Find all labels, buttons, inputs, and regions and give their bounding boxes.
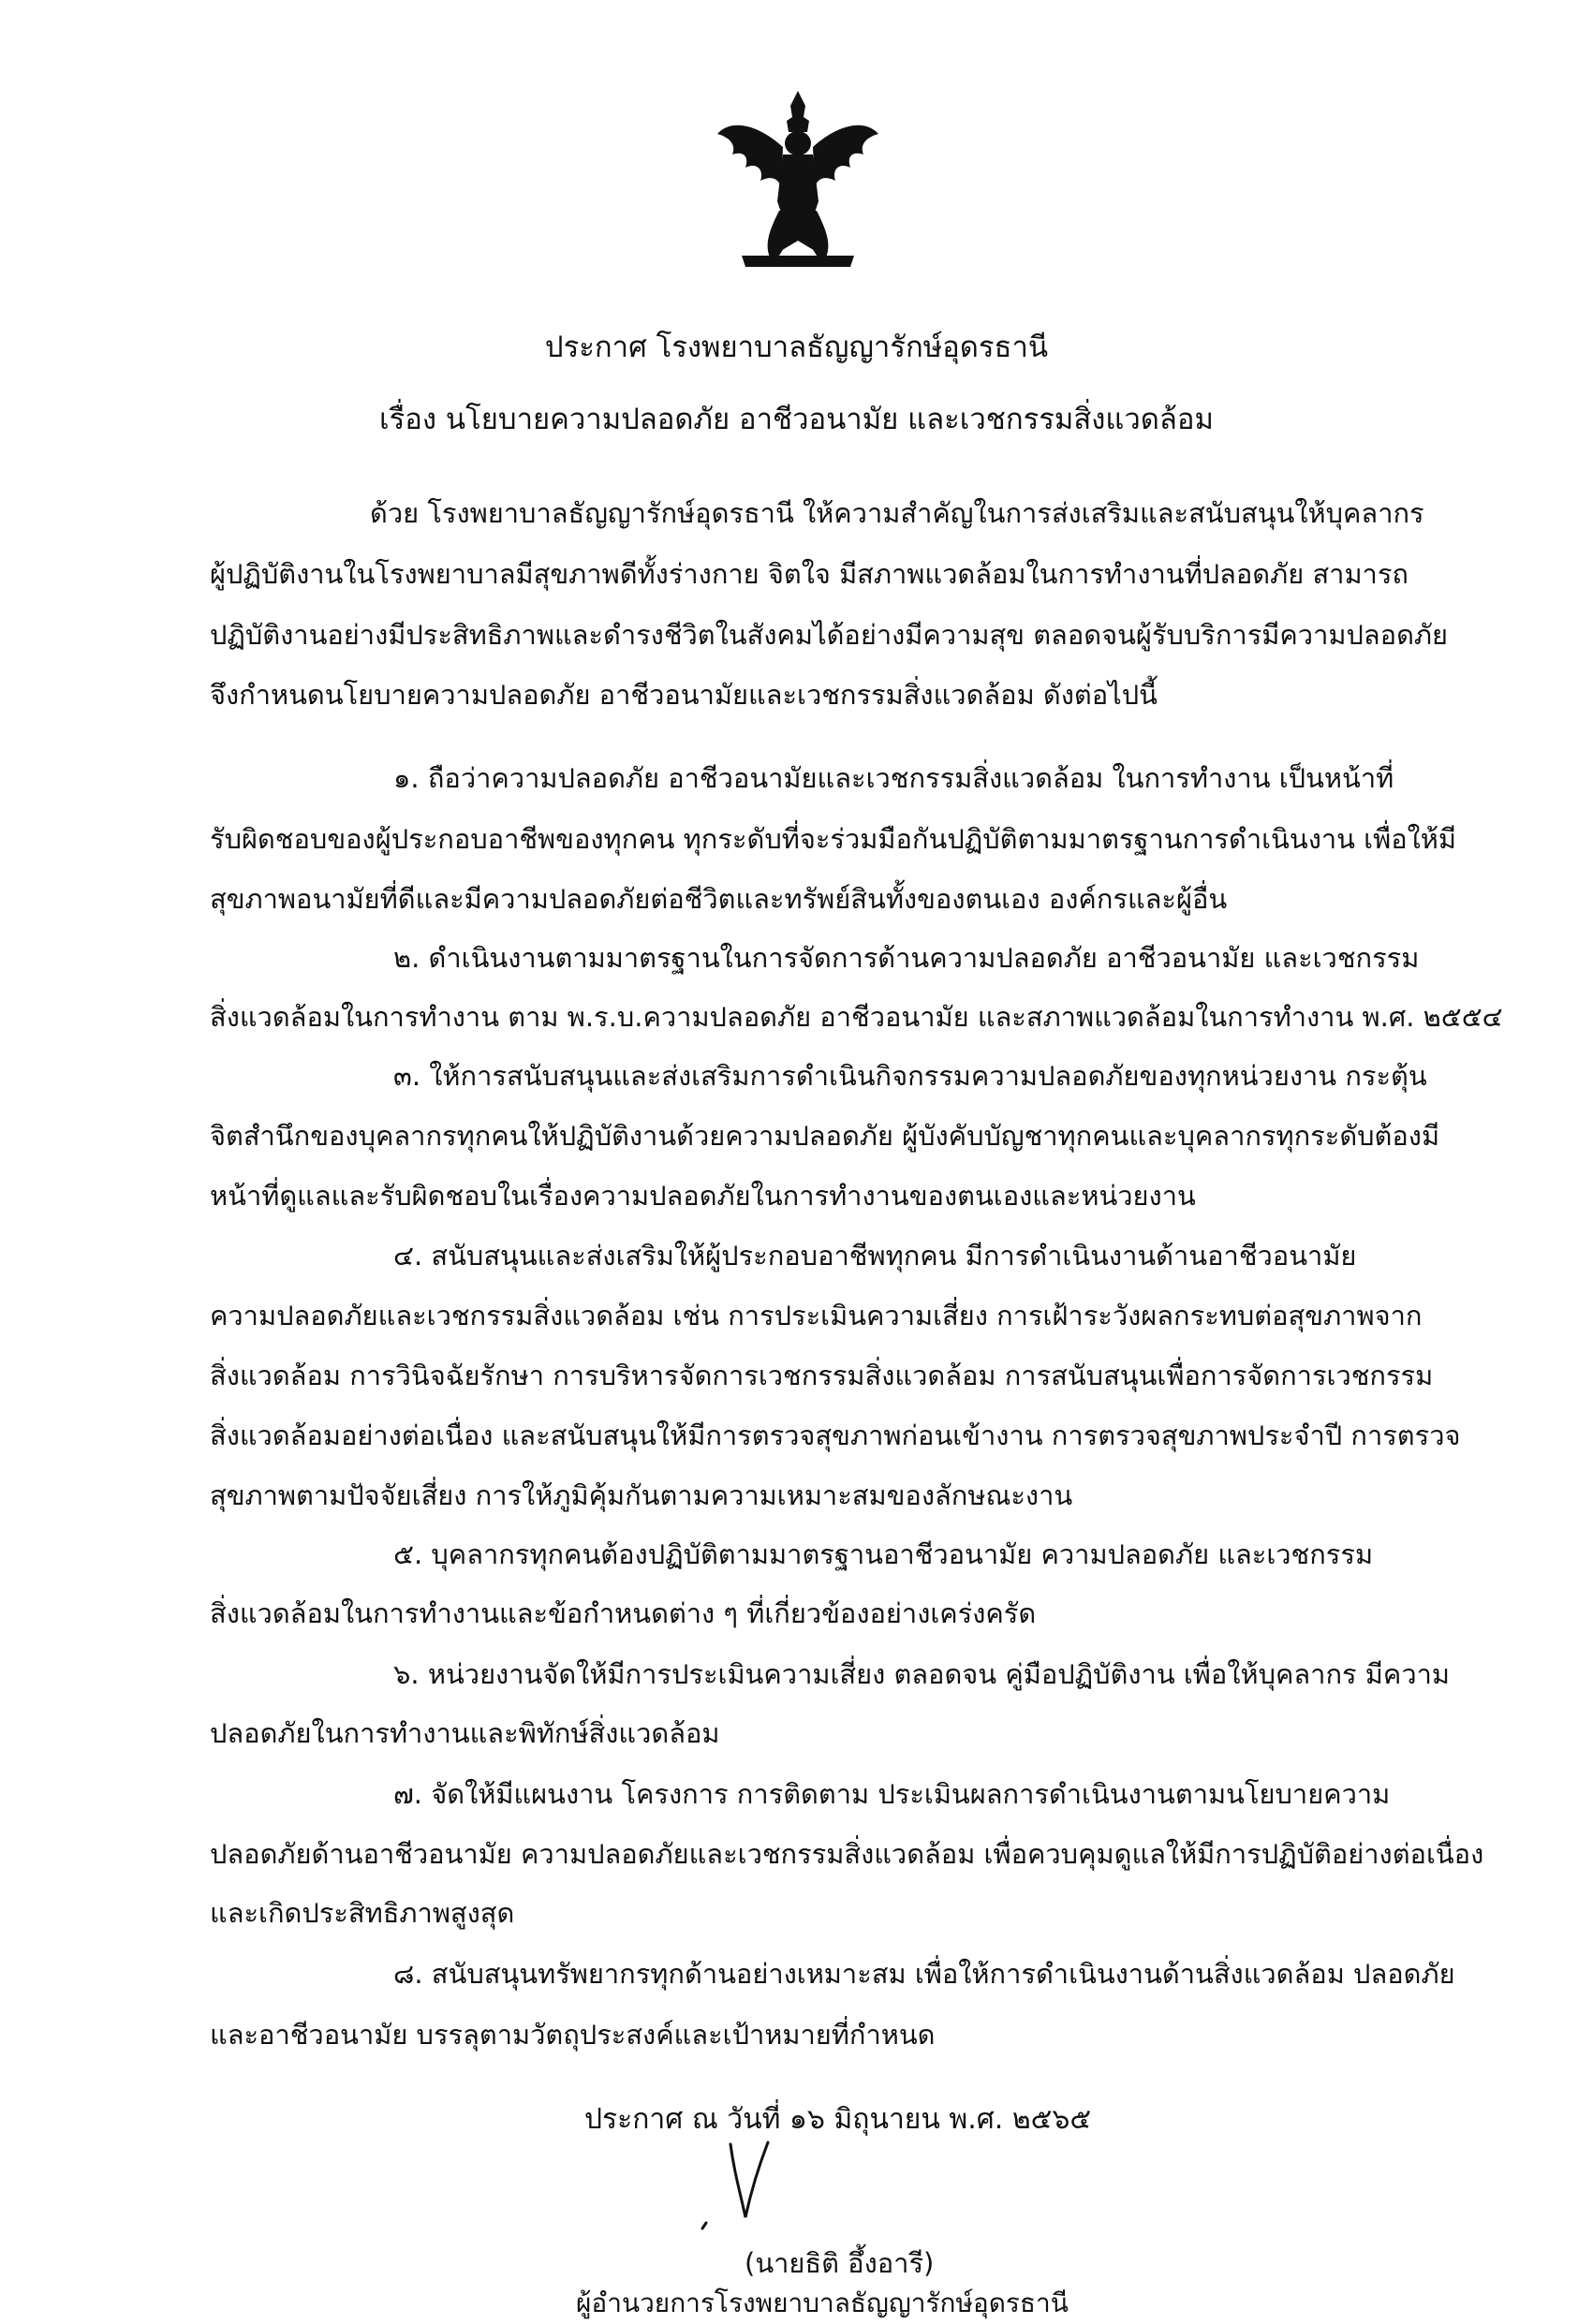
policy-item-6-line: ปลอดภัยในการทำงานและพิทักษ์สิ่งแวดล้อม	[210, 1717, 720, 1749]
policy-item-5-line: สิ่งแวดล้อมในการทำงานและข้อกำหนดต่าง ๆ ที่เกี่ยวข้องอย่างเคร่งครัด	[210, 1597, 1037, 1629]
intro-line: จึงกำหนดนโยบายความปลอดภัย อาชีวอนามัยและเวชกรรมสิ่งแวดล้อม ดังต่อไปนี้	[210, 679, 1158, 711]
signature-icon	[693, 2125, 796, 2238]
signer-title: ผู้อำนวยการโรงพยาบาลธัญญารักษ์อุดรธานี	[576, 2287, 1069, 2318]
policy-item-4-line: สิ่งแวดล้อมอย่างต่อเนื่อง และสนับสนุนให้มีการตรวจสุขภาพก่อนเข้างาน การตรวจสุขภาพประจำปี การตรวจ	[210, 1419, 1461, 1451]
policy-item-5-line: ๕. บุคลากรทุกคนต้องปฏิบัติตามมาตรฐานอาชีวอนามัย ความปลอดภัย และเวชกรรม	[393, 1538, 1374, 1570]
policy-item-7-line: ปลอดภัยด้านอาชีวอนามัย ความปลอดภัยและเวชกรรมสิ่งแวดล้อม เพื่อควบคุมดูแลให้มีการปฏิบัติอย่างต่อเนื่อง	[210, 1838, 1484, 1870]
intro-line: ปฏิบัติงานอย่างมีประสิทธิภาพและดำรงชีวิตในสังคมได้อย่างมีความสุข ตลอดจนผู้รับบริการมีความปลอดภัย	[210, 619, 1449, 651]
intro-line: ผู้ปฏิบัติงานในโรงพยาบาลมีสุขภาพดีทั้งร่างกาย จิตใจ มีสภาพแวดล้อมในการทำงานที่ปลอดภัย สามารถ	[210, 558, 1409, 590]
garuda-emblem-icon	[714, 89, 882, 272]
policy-item-2-line: ๒. ดำเนินงานตามมาตรฐานในการจัดการด้านความปลอดภัย อาชีวอนามัย และเวชกรรม	[393, 942, 1420, 974]
policy-item-6-line: ๖. หน่วยงานจัดให้มีการประเมินความเสี่ยง ตลอดจน คู่มือปฏิบัติงาน เพื่อให้บุคลากร มีความ	[393, 1658, 1451, 1690]
policy-item-4-line: ๔. สนับสนุนและส่งเสริมให้ผู้ประกอบอาชีพทุกคน มีการดำเนินงานด้านอาชีวอนามัย	[393, 1240, 1357, 1272]
policy-item-2-line: สิ่งแวดล้อมในการทำงาน ตาม พ.ร.บ.ความปลอดภัย อาชีวอนามัย และสภาพแวดล้อมในการทำงาน พ.ศ. ๒๕๕๔	[210, 1001, 1503, 1033]
policy-item-8-line: ๘. สนับสนุนทรัพยากรทุกด้านอย่างเหมาะสม เพื่อให้การดำเนินงานด้านสิ่งแวดล้อม ปลอดภัย	[393, 1958, 1455, 1990]
announcement-title: ประกาศ โรงพยาบาลธัญญารักษ์อุดรธานี	[544, 331, 1049, 364]
policy-item-3-line: ๓. ให้การสนับสนุนและส่งเสริมการดำเนินกิจกรรมความปลอดภัยของทุกหน่วยงาน กระตุ้น	[393, 1060, 1427, 1092]
policy-item-7-line: ๗. จัดให้มีแผนงาน โครงการ การติดตาม ประเมินผลการดำเนินงานตามนโยบายความ	[393, 1778, 1391, 1810]
intro-line: ด้วย โรงพยาบาลธัญญารักษ์อุดรธานี ให้ความสำคัญในการส่งเสริมและสนับสนุนให้บุคลากร	[370, 497, 1424, 529]
policy-item-1-line: ๑. ถือว่าความปลอดภัย อาชีวอนามัยและเวชกรรมสิ่งแวดล้อม ในการทำงาน เป็นหน้าที่	[393, 762, 1394, 794]
policy-item-4-line: สิ่งแวดล้อม การวินิจฉัยรักษา การบริหารจัดการเวชกรรมสิ่งแวดล้อม การสนับสนุนเพื่อการจัดการเวชกรรม	[210, 1360, 1434, 1391]
policy-item-3-line: หน้าที่ดูแลและรับผิดชอบในเรื่องความปลอดภัยในการทำงานของตนเองและหน่วยงาน	[210, 1180, 1196, 1212]
policy-item-4-line: สุขภาพตามปัจจัยเสี่ยง การให้ภูมิคุ้มกันตามความเหมาะสมของลักษณะงาน	[210, 1479, 1073, 1511]
announcement-date: ประกาศ ณ วันที่ ๑๖ มิถุนายน พ.ศ. ๒๕๖๕	[584, 2103, 1092, 2136]
policy-item-8-line: และอาชีวอนามัย บรรลุตามวัตถุประสงค์และเป้าหมายที่กำหนด	[210, 2019, 936, 2051]
policy-item-1-line: รับผิดชอบของผู้ประกอบอาชีพของทุกคน ทุกระดับที่จะร่วมมือกันปฏิบัติตามมาตรฐานการดำเนินงาน เพื่อให้มี	[210, 823, 1457, 855]
policy-item-1-line: สุขภาพอนามัยที่ดีและมีความปลอดภัยต่อชีวิตและทรัพย์สินทั้งของตนเอง องค์กรและผู้อื่น	[210, 883, 1228, 915]
policy-item-4-line: ความปลอดภัยและเวชกรรมสิ่งแวดล้อม เช่น การประเมินความเสี่ยง การเฝ้าระวังผลกระทบต่อสุขภาพจาก	[210, 1300, 1423, 1331]
signer-name: (นายธิติ อึ้งอารี)	[745, 2247, 935, 2279]
policy-item-3-line: จิตสำนึกของบุคลากรทุกคนให้ปฏิบัติงานด้วยความปลอดภัย ผู้บังคับบัญชาทุกคนและบุคลากรทุกระดับต้องมี	[210, 1120, 1440, 1152]
policy-item-7-line: และเกิดประสิทธิภาพสูงสุด	[210, 1897, 515, 1929]
announcement-subject: เรื่อง นโยบายความปลอดภัย อาชีวอนามัย และเวชกรรมสิ่งแวดล้อม	[379, 403, 1214, 436]
